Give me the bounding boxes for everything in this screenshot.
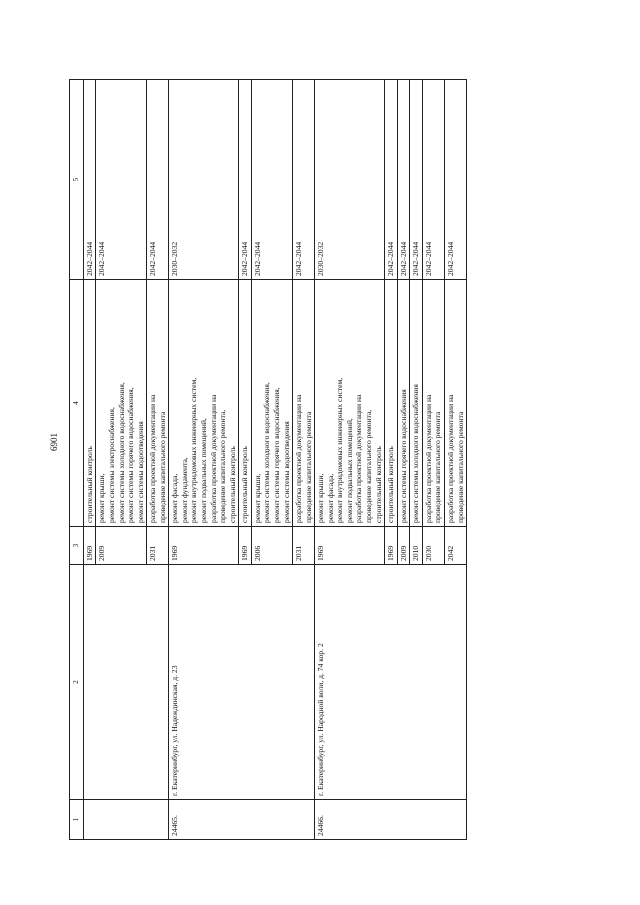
repair-schedule-table — [69, 79, 467, 840]
column-number-row — [70, 80, 84, 840]
order-cell — [83, 800, 169, 840]
col-header-4: 4 — [70, 280, 84, 527]
term-cell: 2042–2044 — [147, 80, 169, 280]
order-number-cell: 24466. — [315, 800, 467, 840]
work-cell: ремонт крыши, ремонт фасада, ремонт внутридомовых инженерных систем, ремонт подвальных помещений, разработка проектной документации на проведение капитального ремонта, строительный контроль — [315, 280, 385, 527]
term-cell: 2042–2044 — [444, 80, 466, 280]
col-header-3: 3 — [70, 527, 84, 565]
term-cell: 2042–2044 — [397, 80, 410, 280]
work-cell: разработка проектной документации на проведение капитального ремонта — [293, 280, 315, 527]
term-cell: 2042–2044 — [293, 80, 315, 280]
term-cell: 2030–2032 — [169, 80, 239, 280]
order-number-cell: 24465. — [169, 800, 315, 840]
col-header-5: 5 — [70, 80, 84, 280]
table-body — [83, 80, 466, 840]
year-cell: 2042 — [444, 527, 466, 565]
year-cell: 2031 — [293, 527, 315, 565]
address-cell: г. Екатеринбург, ул. Надеждинская, д. 23 — [169, 565, 315, 800]
work-cell: строительный контроль — [385, 280, 398, 527]
year-cell: 1969 — [83, 527, 96, 565]
table-row — [169, 80, 239, 840]
work-cell: ремонт крыши, ремонт системы холодного водоснабжения, ремонт системы горячего водоснабжения, ремонт системы водоотведения — [251, 280, 292, 527]
year-cell: 2010 — [410, 527, 423, 565]
year-cell: 2009 — [96, 527, 147, 565]
term-cell: 2030–2032 — [315, 80, 385, 280]
col-header-1: 1 — [70, 800, 84, 840]
year-cell: 2031 — [147, 527, 169, 565]
term-cell: 2042–2044 — [83, 80, 96, 280]
work-cell: ремонт фасада, ремонт фундамента, ремонт внутридомовых инженерных систем, ремонт подвальных помещений, разработка проектной документации на проведение капитального ремонта, строительный контроль — [169, 280, 239, 527]
term-cell: 2042–2044 — [422, 80, 444, 280]
year-cell: 2006 — [251, 527, 292, 565]
table-row — [83, 80, 96, 840]
year-cell: 1969 — [239, 527, 252, 565]
work-cell: строительный контроль — [239, 280, 252, 527]
work-cell: ремонт системы холодного водоснабжения — [410, 280, 423, 527]
term-cell: 2042–2044 — [251, 80, 292, 280]
table-sheet — [69, 80, 549, 840]
year-cell: 1969 — [169, 527, 239, 565]
year-cell: 2009 — [397, 527, 410, 565]
work-cell: ремонт системы горячего водоснабжения — [397, 280, 410, 527]
address-cell — [83, 565, 169, 800]
rotated-table-area — [69, 80, 549, 840]
term-cell: 2042–2044 — [385, 80, 398, 280]
work-cell: строительный контроль — [83, 280, 96, 527]
address-cell: г. Екатеринбург, ул. Народной воли, д. 74 кор. 2 — [315, 565, 467, 800]
term-cell: 2042–2044 — [96, 80, 147, 280]
term-cell: 2042–2044 — [410, 80, 423, 280]
work-cell: ремонт крыши, ремонт системы электроснабжения, ремонт системы холодного водоснабжения, ремонт системы горячего водоснабжения, ремонт системы водоотведения — [96, 280, 147, 527]
work-cell: разработка проектной документации на проведение капитального ремонта — [444, 280, 466, 527]
col-header-2: 2 — [70, 565, 84, 800]
year-cell: 1969 — [315, 527, 385, 565]
table-row — [315, 80, 385, 840]
page-number: 6901 — [49, 433, 59, 451]
term-cell: 2042–2044 — [239, 80, 252, 280]
work-cell: разработка проектной документации на проведение капитального ремонта — [147, 280, 169, 527]
work-cell: разработка проектной документации на проведение капитального ремонта — [422, 280, 444, 527]
year-cell: 1969 — [385, 527, 398, 565]
year-cell: 2030 — [422, 527, 444, 565]
